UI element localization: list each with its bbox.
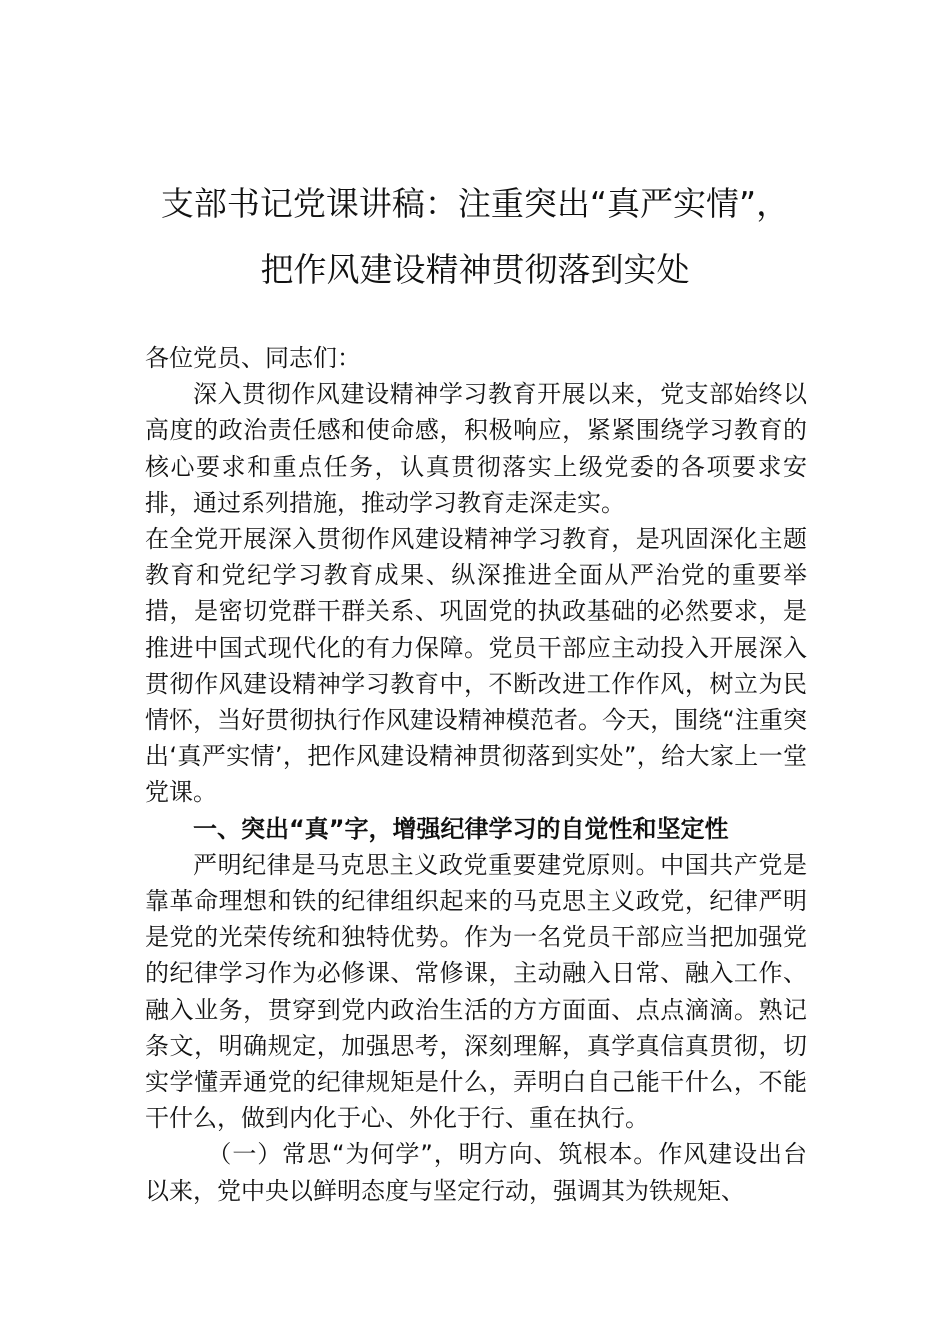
document-title-line-1: 支部书记党课讲稿：注重突出“真严实情”， — [160, 184, 790, 223]
document-title-line-2: 把作风建设精神贯彻落到实处 — [260, 250, 690, 289]
salutation: 各位党员、同志们： — [145, 344, 361, 372]
document-body — [145, 340, 807, 1209]
section-heading-1: 一、突出“真”字，增强纪律学习的自觉性和坚定性 — [193, 814, 729, 843]
paragraph-discipline: 严明纪律是马克思主义政党重要建党原则。中国共产党是靠革命理想和铁的纪律组织起来的马克思主义政党，纪律严明是党的光荣传统和独特优势。作为一名党员干部应当把加强党的纪律学习作为必修课、常修课，主动融入日常、融入工作、融入业务，贯穿到党内政治生活的方方面面、点点滴滴。熟记条文，明确规定，加强思考，深刻理解，真学真信真贯彻，切实学懂弄通党的纪律规矩是什么，弄明白自己能干什么，不能干什么，做到内化于心、外化于行、重在执行。 — [145, 850, 807, 1133]
paragraph-significance: 在全党开展深入贯彻作风建设精神学习教育，是巩固深化主题教育和党纪学习教育成果、纵深推进全面从严治党的重要举措，是密切党群干群关系、巩固党的执政基础的必然要求，是推进中国式现代化的有力保障。党员干部应主动投入开展深入贯彻作风建设精神学习教育中，不断改进工作作风，树立为民情怀，当好贯彻执行作风建设精神模范者。今天，围绕“注重突出‘真严实情’，把作风建设精神贯彻落到实处”，给大家上一堂党课。 — [145, 525, 807, 807]
paragraph-intro: 深入贯彻作风建设精神学习教育开展以来，党支部始终以高度的政治责任感和使命感，积极响应，紧紧围绕学习教育的核心要求和重点任务，认真贯彻落实上级党委的各项要求安排，通过系列措施，推动学习教育走深走实。 — [145, 380, 807, 517]
paragraph-subsection-1: （一）常思“为何学”，明方向、筑根本。作风建设出台以来，党中央以鲜明态度与坚定行动，强调其为铁规矩、 — [145, 1140, 807, 1205]
